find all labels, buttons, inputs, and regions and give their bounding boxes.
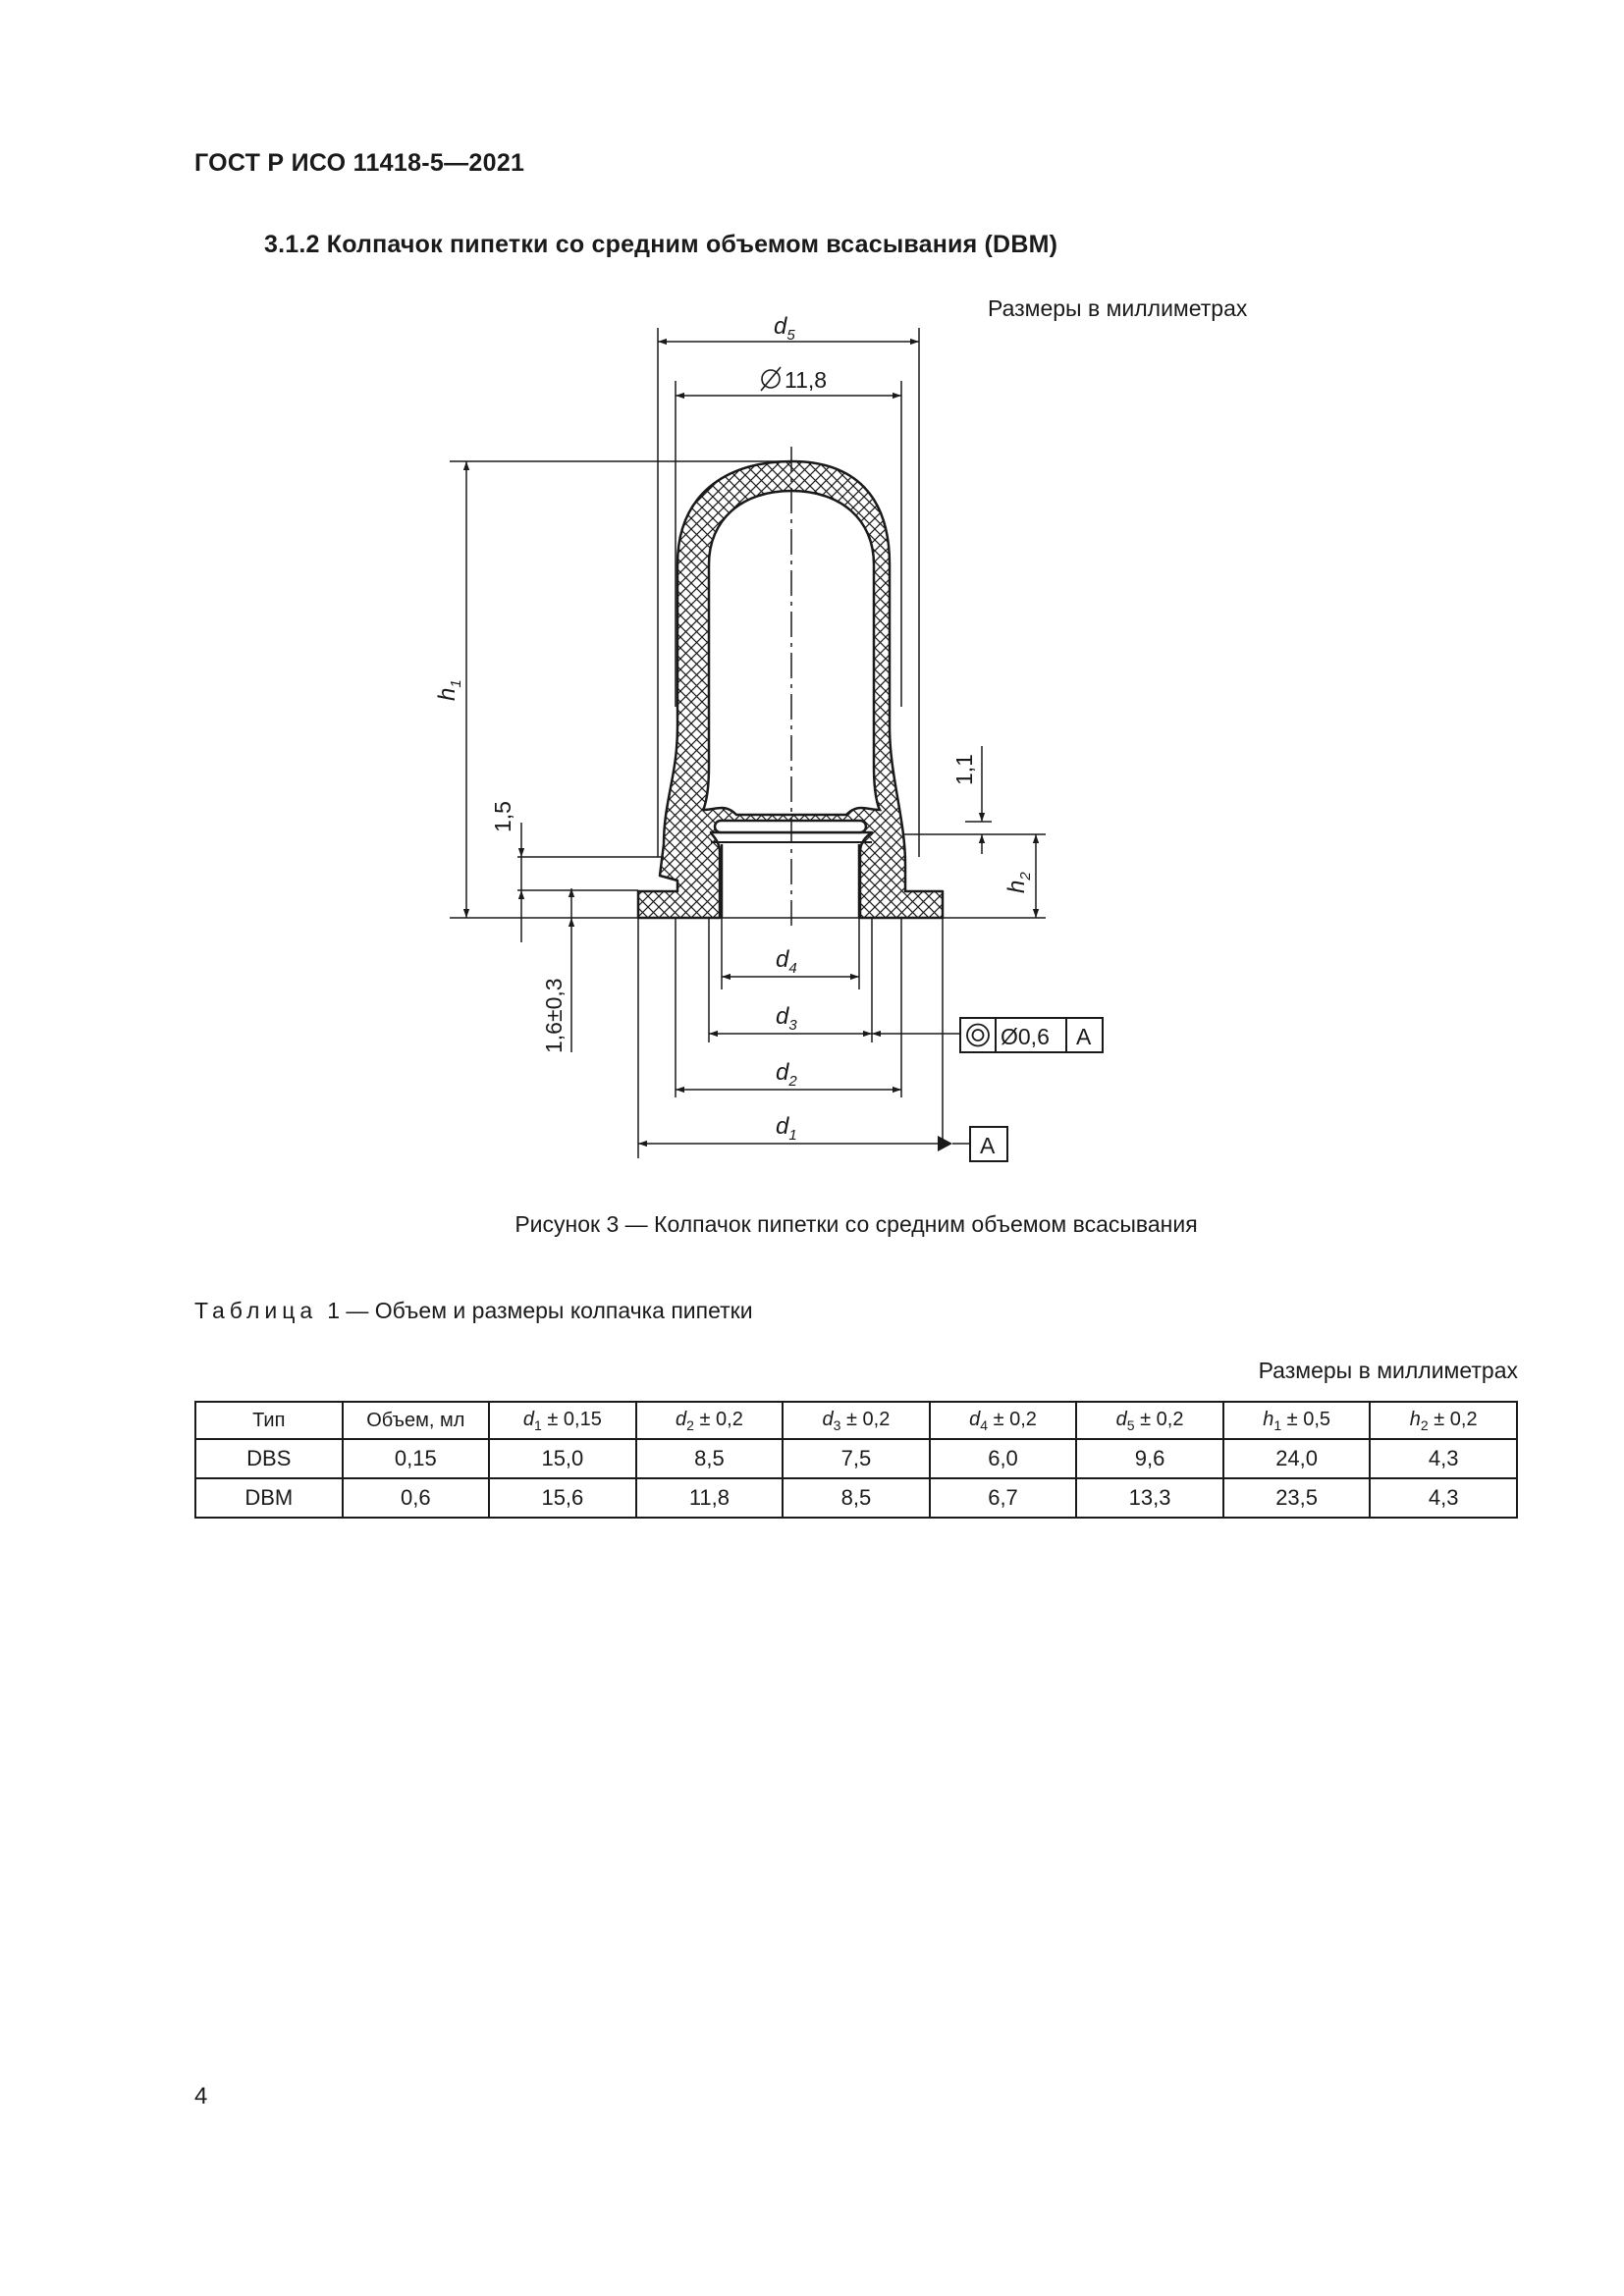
table-header-row <box>195 1402 1517 1439</box>
label-d3: $d_3$ <box>776 1003 797 1034</box>
table-cell: 24,0 <box>1223 1439 1371 1478</box>
table-cell: 7,5 <box>783 1439 930 1478</box>
label-1-5: 1,5 <box>490 801 515 832</box>
table-units-note: Размеры в миллиметрах <box>1258 1358 1518 1383</box>
header-h1: $h_1 \pm 0,5$ <box>1223 1402 1371 1439</box>
table-cell: 23,5 <box>1223 1478 1371 1518</box>
table-cell: 8,5 <box>636 1439 784 1478</box>
table-title-word: Таблица <box>194 1298 318 1323</box>
concentricity-icon <box>967 1025 989 1046</box>
dimensions-table <box>194 1401 1518 1519</box>
table-cell: 6,7 <box>930 1478 1077 1518</box>
label-d4: $d_4$ <box>776 946 797 977</box>
table-cell: 15,6 <box>489 1478 636 1518</box>
label-h2: $h_2$ <box>1003 872 1034 893</box>
header-d3: $d_3 \pm 0,2$ <box>783 1402 930 1439</box>
svg-text:A: A <box>980 1133 996 1158</box>
table-row <box>195 1478 1517 1518</box>
pipette-cap-section <box>638 461 943 918</box>
table-cell: DBM <box>195 1478 343 1518</box>
header-d4: $d_4 \pm 0,2$ <box>930 1402 1077 1439</box>
label-d5: $d_5$ <box>774 313 795 344</box>
figure-units-note: Размеры в миллиметрах <box>988 295 1248 321</box>
table-cell: 6,0 <box>930 1439 1077 1478</box>
header-d1: $d_1 \pm 0,15$ <box>489 1402 636 1439</box>
tolerance-frame <box>960 1018 1103 1052</box>
table-cell: 8,5 <box>783 1478 930 1518</box>
table-cell: 11,8 <box>636 1478 784 1518</box>
label-h1: $h_1$ <box>434 679 464 701</box>
header-volume: Объем, мл <box>343 1402 490 1439</box>
document-header: ГОСТ Р ИСО 11418-5—2021 <box>194 149 525 177</box>
header-type: Тип <box>195 1402 343 1439</box>
label-diameter <box>761 367 827 393</box>
datum-triangle <box>938 1136 952 1151</box>
svg-text:Ø0,6: Ø0,6 <box>1001 1024 1050 1049</box>
table-cell: 4,3 <box>1370 1439 1517 1478</box>
table-row <box>195 1439 1517 1478</box>
table-cell: 0,6 <box>343 1478 490 1518</box>
header-h2: $h_2 \pm 0,2$ <box>1370 1402 1517 1439</box>
page-number: 4 <box>194 2083 208 2109</box>
table-cell: DBS <box>195 1439 343 1478</box>
table-title <box>194 1298 753 1324</box>
table-cell: 15,0 <box>489 1439 636 1478</box>
svg-text:11,8: 11,8 <box>785 367 828 393</box>
label-1-6: 1,6±0,3 <box>541 978 567 1053</box>
table-cell: 4,3 <box>1370 1478 1517 1518</box>
header-d2: $d_2 \pm 0,2$ <box>636 1402 784 1439</box>
label-1-1: 1,1 <box>951 754 977 785</box>
table-cell: 9,6 <box>1076 1439 1223 1478</box>
section-heading: 3.1.2 Колпачок пипетки со средним объемом всасывания (DBM) <box>264 231 1058 258</box>
svg-text:A: A <box>1076 1024 1092 1049</box>
label-d1: $d_1$ <box>776 1113 797 1144</box>
table-title-text: 1 — Объем и размеры колпачка пипетки <box>327 1298 753 1323</box>
header-d5: $d_5 \pm 0,2$ <box>1076 1402 1223 1439</box>
figure-caption: Рисунок 3 — Колпачок пипетки со средним объемом всасывания <box>514 1211 1198 1237</box>
datum-box <box>970 1127 1007 1161</box>
table-cell: 13,3 <box>1076 1478 1223 1518</box>
label-d2: $d_2$ <box>776 1059 797 1090</box>
table-cell: 0,15 <box>343 1439 490 1478</box>
